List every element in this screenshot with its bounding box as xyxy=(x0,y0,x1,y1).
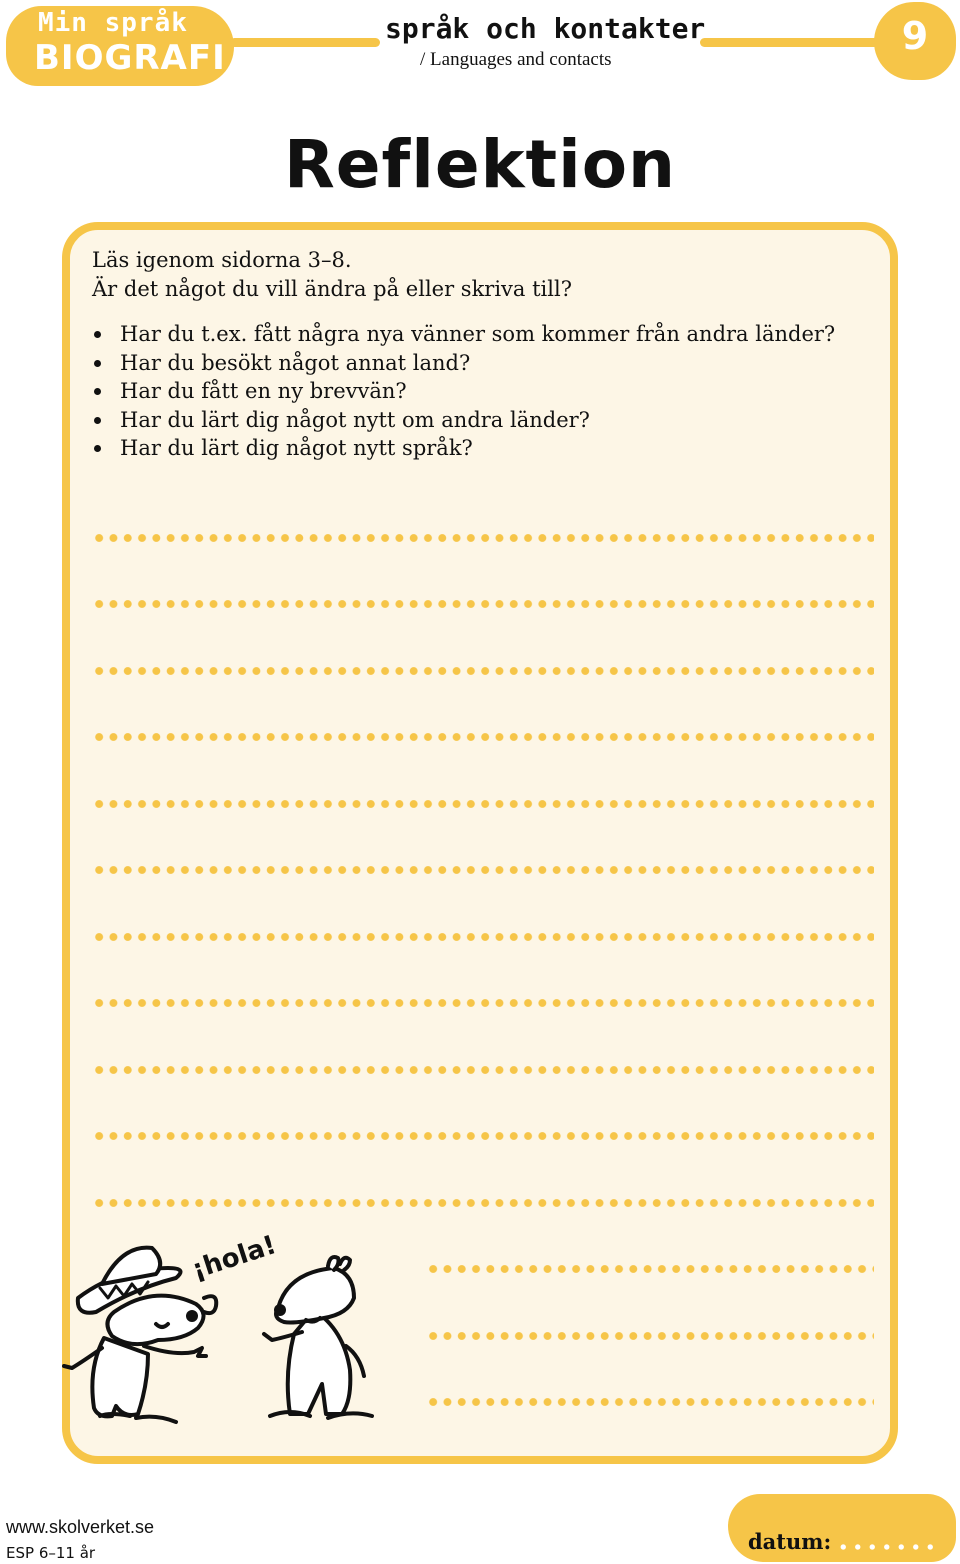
writing-line[interactable] xyxy=(92,733,874,741)
page-title: Reflektion xyxy=(283,126,677,203)
writing-line[interactable] xyxy=(92,866,874,874)
writing-line[interactable] xyxy=(92,1066,874,1074)
writing-line[interactable] xyxy=(92,1132,874,1140)
question-item: Har du lärt dig något nytt om andra länder? xyxy=(92,406,852,435)
page-number-badge xyxy=(874,2,956,80)
greeting-illustration xyxy=(44,1228,444,1428)
writing-line[interactable] xyxy=(92,1199,874,1207)
hola-speech: ¡hola! xyxy=(188,1230,280,1286)
sombrero-character xyxy=(64,1248,206,1422)
date-field[interactable] xyxy=(836,1544,938,1550)
instruction-line-2: Är det något du vill ändra på eller skriva till? xyxy=(92,277,572,301)
footer-code: ESP 6–11 år xyxy=(6,1544,96,1562)
writing-line[interactable] xyxy=(92,667,874,675)
writing-line[interactable] xyxy=(92,800,874,808)
date-label: datum: xyxy=(748,1529,832,1554)
header-band-left xyxy=(230,38,380,47)
speech-swirl xyxy=(204,1296,216,1313)
logo-line1: Min språk xyxy=(38,8,188,38)
writing-line[interactable] xyxy=(92,534,874,542)
question-item: Har du fått en ny brevvän? xyxy=(92,377,852,406)
header-band-right xyxy=(700,38,890,47)
section-subtitle: / Languages and contacts xyxy=(420,49,612,70)
writing-line[interactable] xyxy=(92,933,874,941)
footer-url[interactable]: www.skolverket.se xyxy=(6,1517,155,1537)
logo-line2: BIOGRAFI xyxy=(34,38,226,78)
friendly-character xyxy=(264,1257,372,1418)
logo-badge xyxy=(6,6,234,86)
writing-line[interactable] xyxy=(92,999,874,1007)
question-list xyxy=(92,320,852,463)
question-item: Har du besökt något annat land? xyxy=(92,349,852,378)
writing-line[interactable] xyxy=(426,1398,874,1406)
instruction-line-1: Läs igenom sidorna 3–8. xyxy=(92,248,352,272)
writing-line[interactable] xyxy=(92,600,874,608)
page-number: 9 xyxy=(901,14,929,58)
instructions xyxy=(92,246,852,304)
writing-line[interactable] xyxy=(426,1332,874,1340)
section-title: språk och kontakter xyxy=(385,12,706,45)
question-item: Har du lärt dig något nytt språk? xyxy=(92,434,852,463)
question-item: Har du t.ex. fått några nya vänner som kommer från andra länder? xyxy=(92,320,852,349)
writing-line[interactable] xyxy=(426,1265,874,1273)
